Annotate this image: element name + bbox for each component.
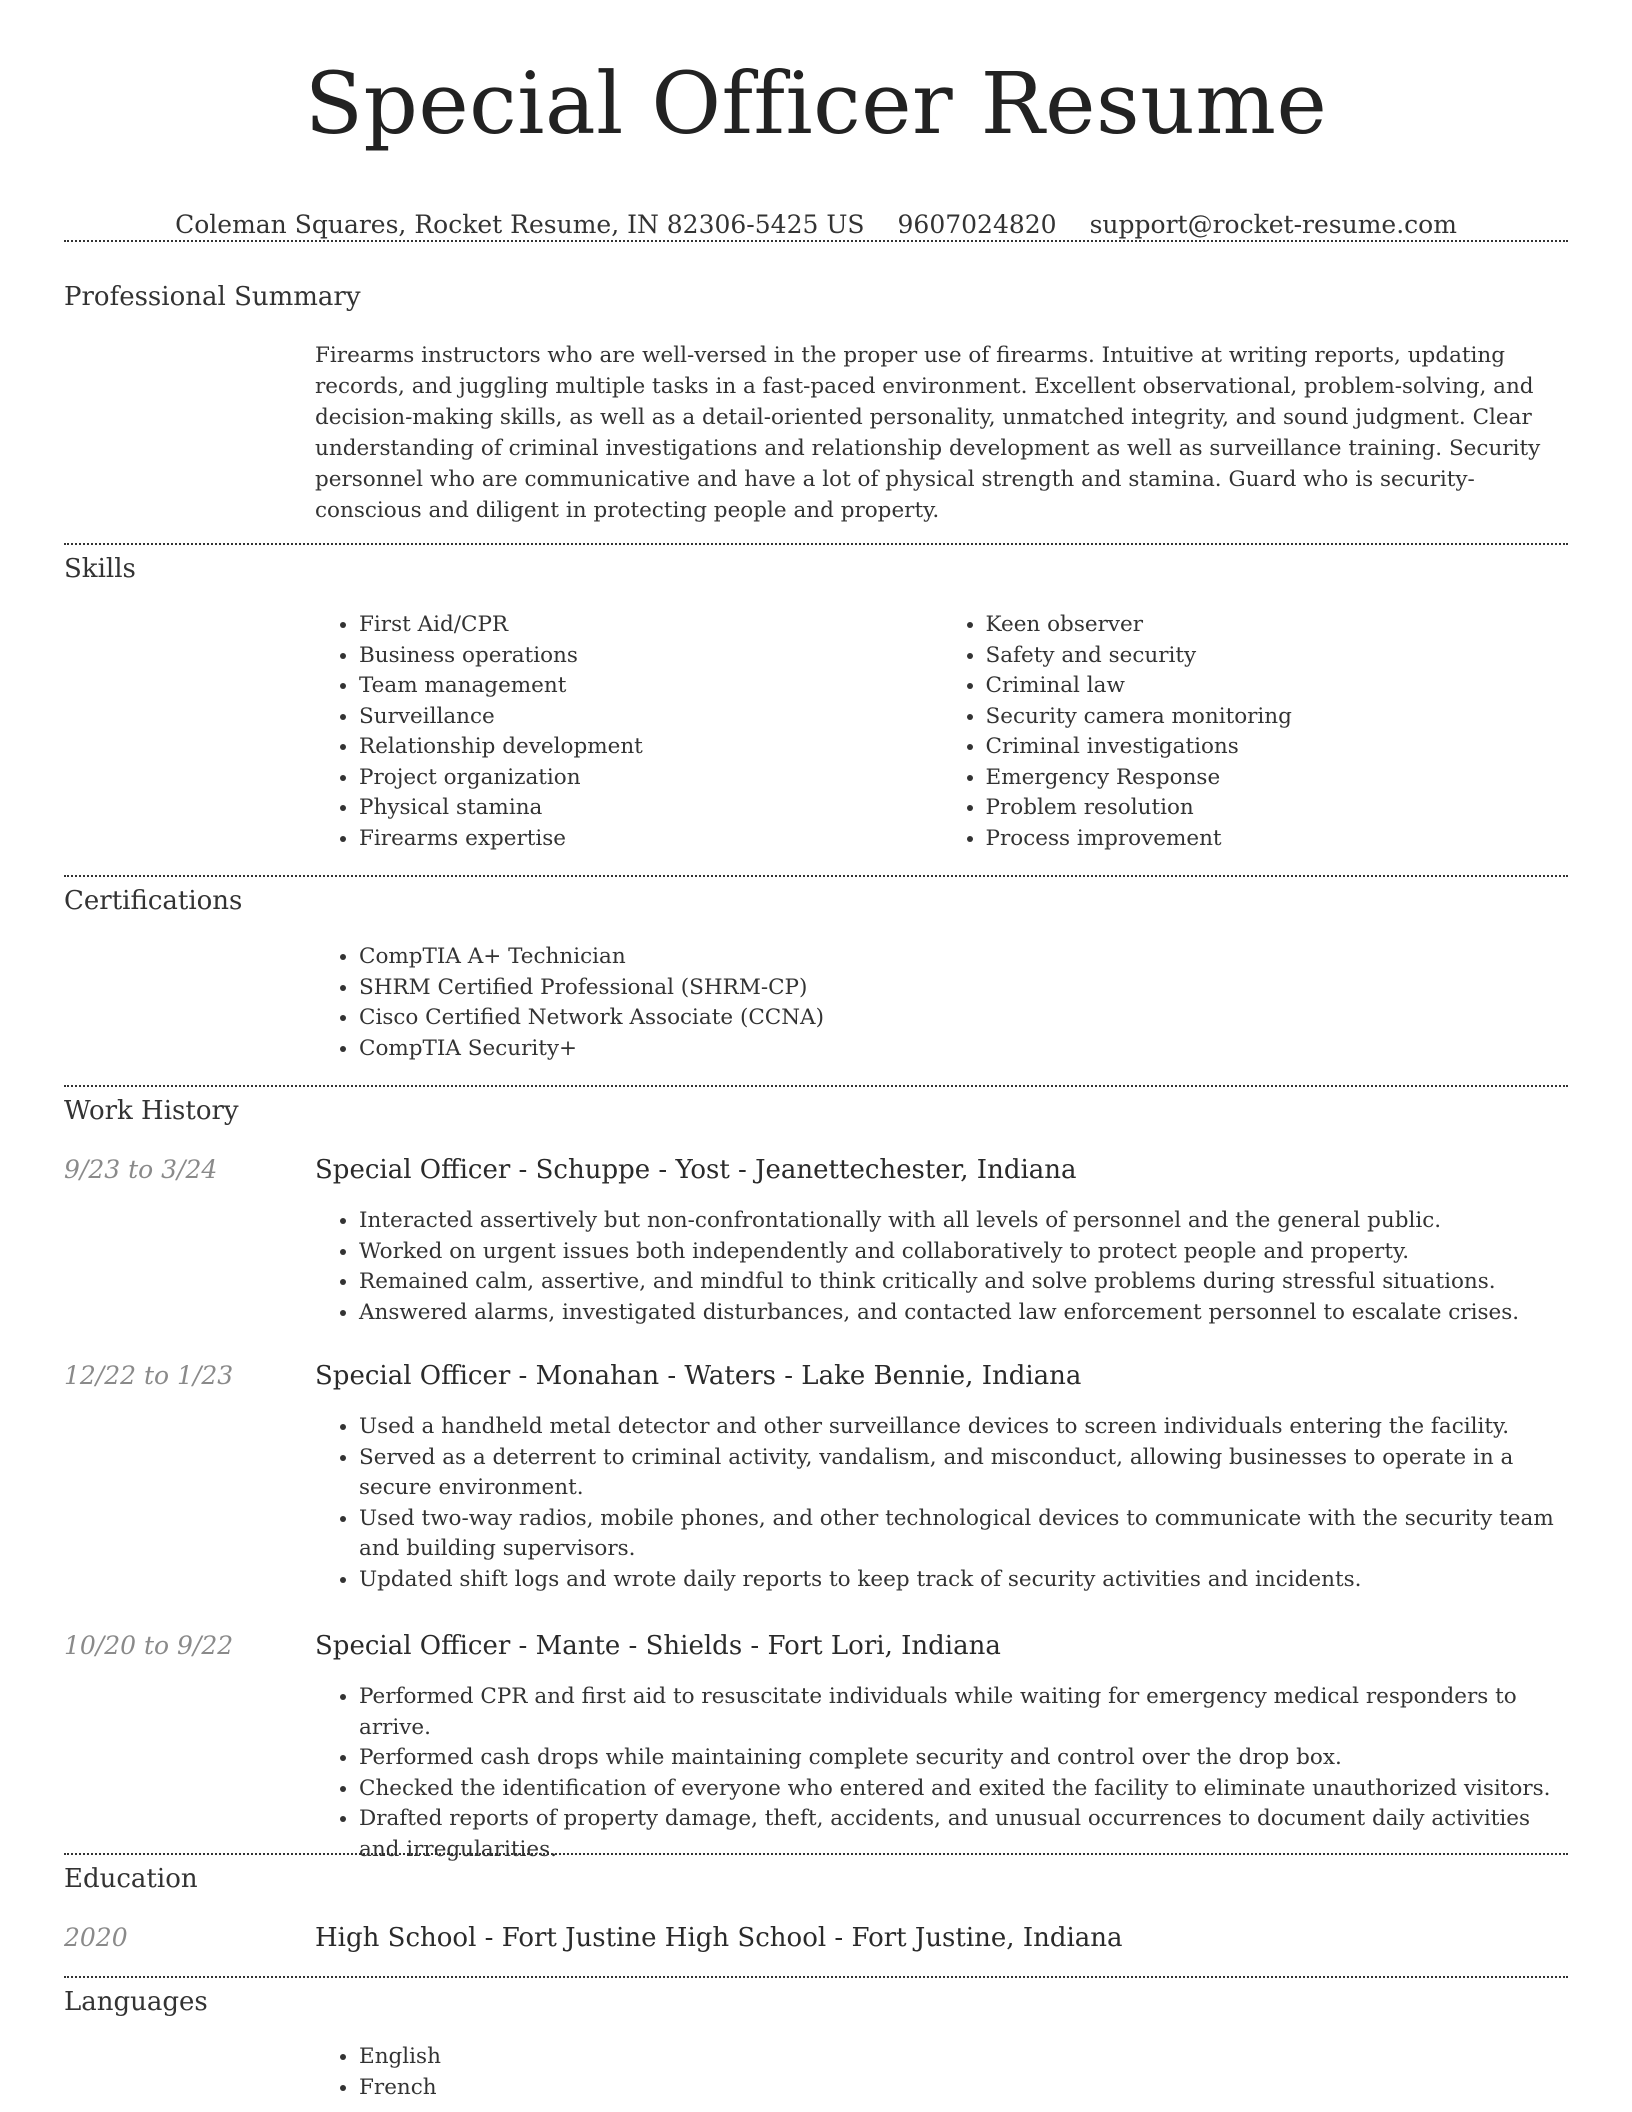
list-item: • Remained calm, assertive, and mindful to think critically and solve problems during stressful situations. — [359, 1267, 1568, 1298]
list-item: • Used two-way radios, mobile phones, and other technological devices to communicate with the security team and building supervisors. — [359, 1504, 1568, 1565]
resume-header — [0, 0, 1632, 239]
section-title-work: Work History — [64, 1096, 239, 1126]
job-bullets — [315, 1206, 1568, 1328]
section-title-skills: Skills — [64, 554, 136, 584]
list-item: • First Aid/CPR — [359, 610, 942, 641]
list-item: • Criminal investigations — [986, 732, 1569, 763]
job-bullets — [315, 1412, 1568, 1595]
list-item: • Answered alarms, investigated disturbances, and contacted law enforcement personnel to escalate crises. — [359, 1298, 1568, 1329]
list-item: • Served as a deterrent to criminal activity, vandalism, and misconduct, allowing businesses to operate in a secure environment. — [359, 1443, 1568, 1504]
list-item: • French — [359, 2073, 1568, 2104]
list-item: • CompTIA Security+ — [359, 1034, 1568, 1065]
list-item: • English — [359, 2042, 1568, 2073]
list-item: • Emergency Response — [986, 763, 1569, 794]
list-item: • Used a handheld metal detector and other surveillance devices to screen individuals entering the facility. — [359, 1412, 1568, 1443]
job-dates: 10/20 to 9/22 — [64, 1631, 234, 1660]
section-divider — [64, 1085, 1568, 1087]
section-title-certifications: Certifications — [64, 886, 243, 916]
section-title-education: Education — [64, 1864, 198, 1894]
skills-column-right — [942, 610, 1569, 854]
languages-list — [315, 2042, 1568, 2103]
job-dates: 12/22 to 1/23 — [64, 1361, 234, 1390]
list-item: • Security camera monitoring — [986, 702, 1569, 733]
section-divider — [64, 1853, 1568, 1855]
job-dates: 9/23 to 3/24 — [64, 1155, 218, 1184]
list-item: • Performed cash drops while maintaining complete security and control over the drop box. — [359, 1743, 1568, 1774]
section-divider — [64, 1976, 1568, 1978]
list-item: • Team management — [359, 671, 942, 702]
summary-text: Firearms instructors who are well-versed in the proper use of firearms. Intuitive at writing reports, updating records, and juggling multiple tasks in a fast-paced environment. Excellent observational, problem-solving, and decision-making skills, as well as a detail-oriented personality, unmatched integrity, and sound judgment. Clear understanding of criminal investigations and relationship development as well as surveillance training. Security personnel who are communicative and have a lot of physical strength and stamina. Guard who is security-conscious and diligent in protecting people and property. — [315, 343, 1541, 523]
section-divider — [64, 240, 1568, 242]
section-divider — [64, 543, 1568, 545]
contact-address: Coleman Squares, Rocket Resume, IN 82306-5425 US — [175, 210, 865, 239]
list-item: • Relationship development — [359, 732, 942, 763]
job-bullets — [315, 1682, 1568, 1865]
list-item: • SHRM Certified Professional (SHRM-CP) — [359, 973, 1568, 1004]
skills-column-left — [315, 610, 942, 854]
education-entry: High School - Fort Justine High School - Fort Justine, Indiana — [315, 1923, 1123, 1953]
job-title: Special Officer - Monahan - Waters - Lake Bennie, Indiana — [315, 1361, 1082, 1391]
job-title: Special Officer - Schuppe - Yost - Jeanettechester, Indiana — [315, 1155, 1077, 1185]
list-item: • Keen observer — [986, 610, 1569, 641]
list-item: • Cisco Certified Network Associate (CCNA) — [359, 1003, 1568, 1034]
list-item: • Criminal law — [986, 671, 1569, 702]
list-item: • Performed CPR and first aid to resuscitate individuals while waiting for emergency medical responders to arrive. — [359, 1682, 1568, 1743]
list-item: • Business operations — [359, 641, 942, 672]
list-item: • Interacted assertively but non-confrontationally with all levels of personnel and the general public. — [359, 1206, 1568, 1237]
contact-phone: 9607024820 — [897, 210, 1057, 239]
contact-line — [0, 210, 1632, 239]
list-item: • Updated shift logs and wrote daily reports to keep track of security activities and incidents. — [359, 1565, 1568, 1596]
section-title-languages: Languages — [64, 1987, 208, 2017]
list-item: • Process improvement — [986, 824, 1569, 855]
list-item: • Project organization — [359, 763, 942, 794]
list-item: • Physical stamina — [359, 793, 942, 824]
list-item: • Safety and security — [986, 641, 1569, 672]
list-item: • Problem resolution — [986, 793, 1569, 824]
contact-email: support@rocket-resume.com — [1089, 210, 1457, 239]
skills-list — [315, 610, 1568, 854]
list-item: • Worked on urgent issues both independently and collaboratively to protect people and property. — [359, 1237, 1568, 1268]
list-item: • Drafted reports of property damage, theft, accidents, and unusual occurrences to document daily activities and irregularities. — [359, 1804, 1568, 1865]
education-year: 2020 — [64, 1923, 128, 1952]
list-item: • Surveillance — [359, 702, 942, 733]
section-title-summary: Professional Summary — [64, 282, 361, 312]
list-item: • Checked the identification of everyone who entered and exited the facility to eliminate unauthorized visitors. — [359, 1774, 1568, 1805]
list-item: • CompTIA A+ Technician — [359, 942, 1568, 973]
list-item: • Firearms expertise — [359, 824, 942, 855]
section-divider — [64, 875, 1568, 877]
resume-title: Special Officer Resume — [304, 55, 1328, 154]
job-title: Special Officer - Mante - Shields - Fort Lori, Indiana — [315, 1631, 1001, 1661]
certifications-list — [315, 942, 1568, 1064]
